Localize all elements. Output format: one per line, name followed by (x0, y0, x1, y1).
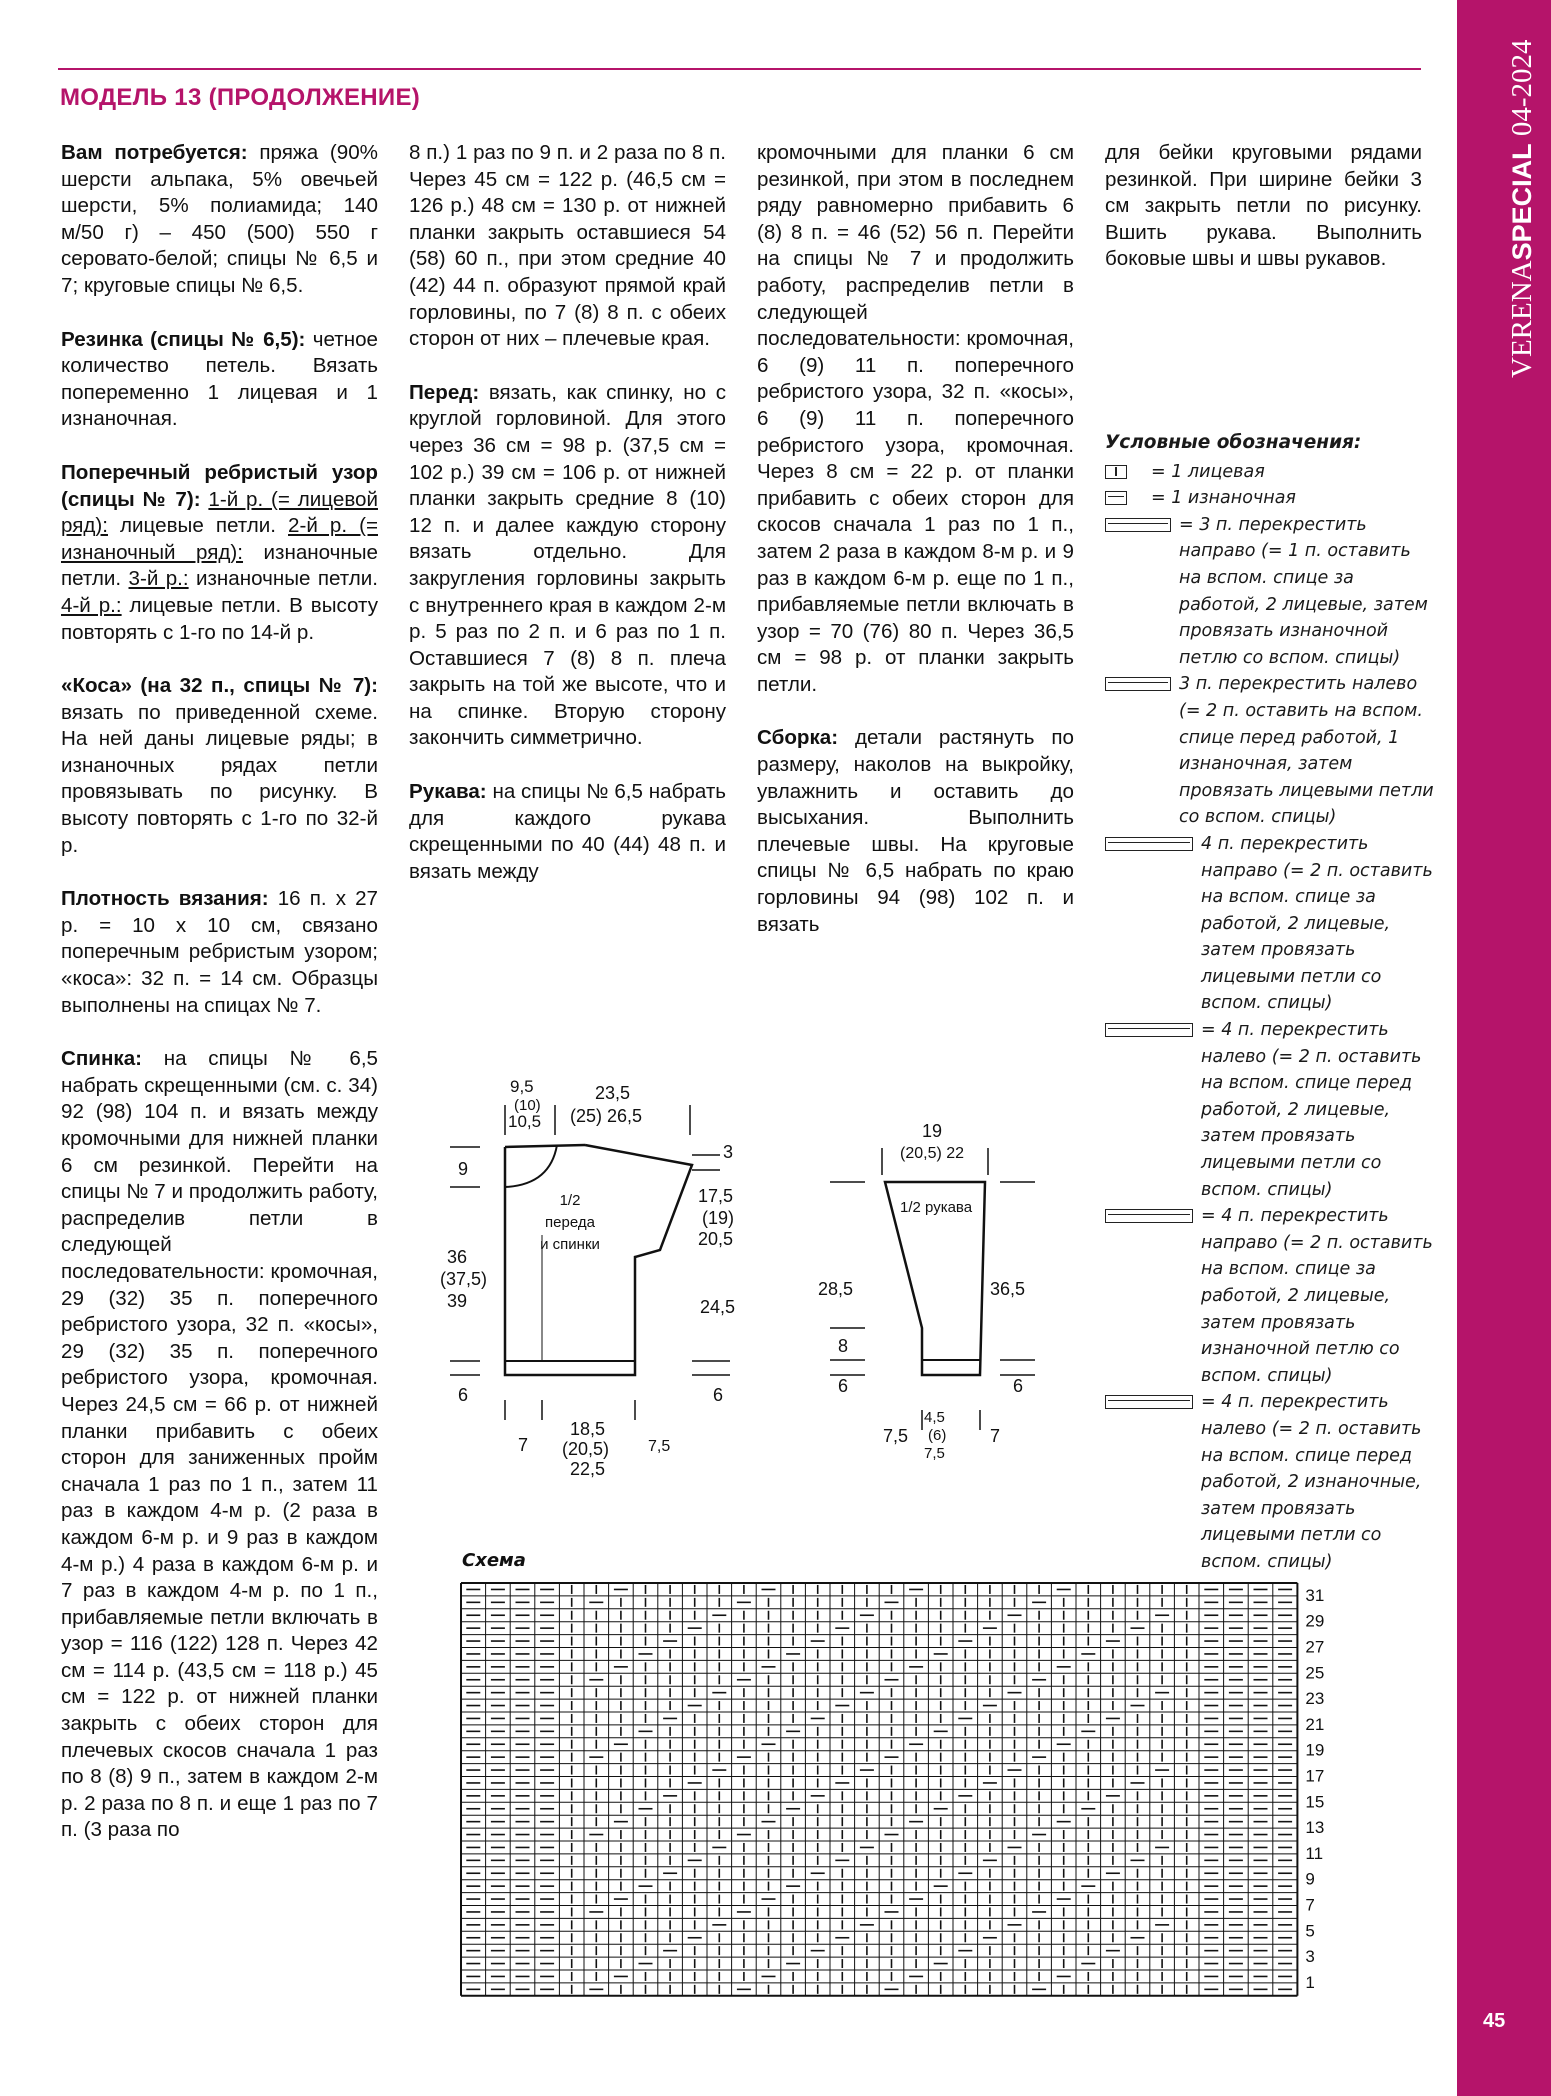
side-height: 24,5 (700, 1297, 736, 1317)
cuff-width-3: 7,5 (924, 1445, 945, 1462)
body-label-2: переда (545, 1214, 595, 1231)
legend-item-cross4-right-purl: = 4 п. перекрестить направо (= 2 п. оставить на вспом. спице за работой, 2 лицевые, затем провязать изнаночной петлю со вспом. спицы) (1105, 1203, 1435, 1389)
chart-row-label: 31 (1305, 1585, 1325, 1605)
cross-rib-paragraph: Поперечный ребристый узор (спицы № 7): 1-й р. (= лицевой ряд): лицевые петли. 2-й р. (= изнаночный ряд): изнаночные петли. 3-й р.: изнаночные петли. 4-й р.: лицевые петли. В высоту повторять с 1-го по 14-й р. (61, 460, 378, 644)
chart-row-label: 19 (1305, 1740, 1325, 1760)
page-title: МОДЕЛЬ 13 (ПРОДОЛЖЕНИЕ) (60, 84, 421, 111)
sleeve-continued-paragraph: кромочными для планки 6 см резинкой, при этом в последнем ряду равномерно прибавить 6 (8) 8 п. = 46 (52) 56 п. Перейти на спицы № 7 и продолжить работу, распределив петли в следующей последовательности: кромочная, 6 (9) 11 п. поперечного ребристого узора, 32 п. «косы», 6 (9) 11 п. поперечного ребристого узора, кромочная. Через 8 см = 22 р. от планки прибавить с обеих сторон для скосов сначала 1 раз по 1 п., затем 2 раза в каждом 8-м р. и 9 раз в каждом 6-м р. еще по 1 п., прибавляемые петли включать в узор = 70 (76) 80 п. Через 36,5 см = 98 р. от планки закрыть петли. (757, 141, 1074, 696)
legend-item-knit: = 1 лицевая (1105, 459, 1435, 486)
chart-row-label: 17 (1305, 1766, 1325, 1786)
knitting-chart (460, 1582, 1360, 2002)
chart-row-label: 21 (1305, 1714, 1325, 1734)
chart-row-label: 7 (1305, 1895, 1315, 1915)
materials-paragraph: Вам потребуется: пряжа (90% шерсти альпака, 5% овечьей шерсти, 5% полиамида; 140 м/50 г) – 450 (500) 550 г серовато-белой; спицы № 6,5 и 7; круговые спицы № 6,5. (61, 141, 378, 297)
chart-row-label: 13 (1305, 1818, 1325, 1838)
cross4-left-purl-icon (1105, 1395, 1193, 1409)
assembly-paragraph: Сборка: детали растянуть по размеру, наколов на выкройку, увлажнить и оставить до высыхания. Выполнить плечевые швы. На круговые спицы № 6,5 набрать по краю горловины 94 (98) 102 п. и вязать (757, 726, 1074, 936)
cuff-left: 6 (838, 1376, 849, 1396)
knit-symbol-icon (1105, 465, 1127, 479)
chart-row-label: 1 (1305, 1972, 1315, 1992)
body-height-2: (37,5) (440, 1269, 488, 1289)
assembly-continued-paragraph: для бейки круговыми рядами резинкой. При ширине бейки 3 см закрыть петли по рисунку. Вшить рукава. Выполнить боковые швы и швы рукавов. (1105, 141, 1422, 271)
purl-symbol-icon (1105, 491, 1127, 505)
cross3-right-icon (1105, 518, 1171, 532)
magazine-brand: VERENASPECIAL 04-2024 (1506, 39, 1538, 378)
neck-width-3: 10,5 (508, 1112, 542, 1131)
shoulder-width-1: 23,5 (595, 1083, 631, 1103)
armhole-3: 20,5 (698, 1229, 734, 1249)
hem-height-right: 6 (713, 1385, 724, 1405)
sleeve-top-1: 19 (922, 1121, 943, 1141)
chart-row-label: 9 (1305, 1869, 1315, 1889)
chart-row-label: 11 (1305, 1843, 1324, 1863)
margin-left: 7 (518, 1435, 529, 1455)
body-height-3: 39 (447, 1291, 468, 1311)
chart-row-label: 29 (1305, 1611, 1325, 1631)
armhole-2: (19) (702, 1208, 735, 1228)
chart-row-label: 23 (1305, 1689, 1325, 1709)
cross4-left-icon (1105, 1023, 1193, 1037)
sleeve-margin-right: 7 (990, 1426, 1001, 1446)
margin-right: 7,5 (648, 1438, 671, 1455)
text-column-4 (1105, 140, 1422, 300)
chart-row-label: 27 (1305, 1637, 1325, 1657)
body-width-2: (20,5) (562, 1439, 610, 1459)
sleeve-margin-left: 7,5 (883, 1426, 909, 1446)
legend-item-cross4-right: 4 п. перекрестить направо (= 2 п. оставить на вспом. спице за работой, 2 лицевые, затем провязать лицевыми петли со вспом. спицы) (1105, 831, 1435, 1017)
legend-item-cross4-left-purl: = 4 п. перекрестить налево (= 2 п. оставить на вспом. спице перед работой, 2 изнаночные, затем провязать лицевыми петли со вспом. спицы) (1105, 1389, 1435, 1575)
symbol-legend (1105, 430, 1435, 1576)
page-number: 45 (1483, 2010, 1506, 2032)
sleeve-lower: 8 (838, 1336, 849, 1356)
rib-paragraph: Резинка (спицы № 6,5): четное количество петель. Вязать попеременно 1 лицевая и 1 изнаночная. (61, 327, 378, 431)
legend-item-cross3-right: = 3 п. перекрестить направо (= 1 п. оставить на вспом. спице за работой, 2 лицевые, затем провязать изнаночной петлю со вспом. спицы) (1105, 512, 1435, 672)
sleeve-schematic (810, 1120, 1060, 1480)
sleeve-length-right: 36,5 (990, 1279, 1026, 1299)
cable-paragraph: «Коса» (на 32 п., спицы № 7): вязать по приведенной схеме. На ней даны лицевые ряды; в изнаночных рядах петли провязывать по рисунку. В высоту повторять с 1-го по 32-й р. (61, 674, 378, 857)
cross3-left-icon (1105, 677, 1171, 691)
back-continued-paragraph: 8 п.) 1 раз по 9 п. и 2 раза по 8 п. Через 45 см = 122 р. (46,5 см = 126 р.) 48 см = 130 р. от нижней планки закрыть оставшиеся 54 (58) 60 п., при этом средние 40 (42) 44 п. образуют прямой край горловины, по 7 (8) 8 п. с обеих сторон от них – плечевые края. (409, 141, 726, 351)
neck-depth: 9 (458, 1159, 469, 1179)
legend-item-cross3-left: 3 п. перекрестить налево (= 2 п. оставить на вспом. спице перед работой, 1 изнаночная, затем провязать лицевыми петли со вспом. спицы) (1105, 671, 1435, 831)
chart-title: Схема (462, 1550, 526, 1571)
cuff-right: 6 (1013, 1376, 1024, 1396)
neckline-curve (505, 1145, 557, 1187)
body-schematic (430, 1075, 770, 1495)
sleeve-top-2: (20,5) 22 (900, 1145, 965, 1162)
sleeve-length-left: 28,5 (818, 1279, 854, 1299)
body-width-1: 18,5 (570, 1419, 606, 1439)
back-paragraph: Спинка: на спицы № 6,5 набрать скрещенными (см. с. 34) 92 (98) 104 п. и вязать между кромочными для нижней планки 6 см резинкой. Перейти на спицы № 7 и продолжить работу, распределив петли в следующей последовательности: кромочная, 29 (32) 35 п. поперечного ребристого узора, 32 п. «косы», 29 (32) 35 п. поперечного ребристого узора, кромочная. Через 24,5 см = 66 р. от нижней планки прибавить с обеих сторон для заниженных пройм сначала 1 раз по 1 п., затем 11 раз в каждом 4-м р. (2 раза в каждом 6-м р. и 9 раз в каждом 4-м р.) 4 раза в каждом 6-м р. и 7 раз в каждом 4-м р. по 1 п., прибавляемые петли включать в узор = 116 (122) 128 п. Через 42 см = 114 р. (43,5 см = 118 р.) 45 см = 122 р. от нижней планки закрыть с обеих сторон для плечевых скосов сначала 1 раз по 8 (8) 9 п., затем в каждом 2-м р. 2 раза по 8 п. и еще 1 раз по 7 п. (3 раза по (61, 1047, 378, 1842)
cross4-right-purl-icon (1105, 1209, 1193, 1223)
chart-row-label: 15 (1305, 1792, 1325, 1812)
neck-width-2: (10) (514, 1097, 541, 1114)
armhole-1: 17,5 (698, 1186, 734, 1206)
cuff-width-2: (6) (928, 1427, 947, 1444)
body-width-3: 22,5 (570, 1459, 606, 1479)
body-height-1: 36 (447, 1247, 468, 1267)
front-paragraph: Перед: вязать, как спинку, но с круглой горловиной. Для этого через 36 см = 98 р. (37,5 см = 102 р.) 39 см = 106 р. от нижней планки закрыть средние 8 (10) 12 п. и далее каждую сторону вязать отдельно. Для закругления горловины закрыть с внутреннего края в каждом 2-м р. 5 раз по 2 п. и 6 раз по 1 п. Оставшиеся 7 (8) 8 п. плеча закрыть на той же высоте, что и на спинке. Вторую сторону закончить симметрично. (409, 380, 726, 750)
shoulder-slope: 3 (723, 1142, 734, 1162)
cuff-width-1: 4,5 (924, 1409, 945, 1426)
text-column-2 (409, 140, 726, 912)
chart-row-label: 3 (1305, 1947, 1315, 1967)
sleeve-label: 1/2 рукава (900, 1199, 973, 1216)
chart-grid (461, 1583, 1297, 1996)
shoulder-width-2: (25) 26,5 (570, 1106, 643, 1126)
gauge-paragraph: Плотность вязания: 16 п. х 27 р. = 10 х 10 см, связано поперечным ребристым узором; «коса»: 32 п. = 14 см. Образцы выполнены на спицах № 7. (61, 887, 378, 1017)
legend-item-cross4-left: = 4 п. перекрестить налево (= 2 п. оставить на вспом. спице перед работой, 2 лицевые, затем провязать лицевыми петли со вспом. спицы) (1105, 1017, 1435, 1203)
legend-title: Условные обозначения: (1105, 432, 1362, 453)
sleeve-paragraph: Рукава: на спицы № 6,5 набрать для каждого рукава скрещенными по 40 (44) 48 п. и вязать между (409, 780, 726, 883)
body-label-1: 1/2 (559, 1192, 581, 1209)
body-label-3: и спинки (540, 1236, 600, 1253)
cross4-right-icon (1105, 837, 1193, 851)
text-column-1 (61, 140, 378, 1871)
chart-row-label: 25 (1305, 1663, 1325, 1683)
legend-item-purl: = 1 изнаночная (1105, 485, 1435, 512)
chart-row-label: 5 (1305, 1921, 1315, 1941)
header-rule (58, 68, 1421, 70)
text-column-3 (757, 140, 1074, 965)
hem-height-left: 6 (458, 1385, 469, 1405)
neck-width-1: 9,5 (510, 1077, 534, 1096)
